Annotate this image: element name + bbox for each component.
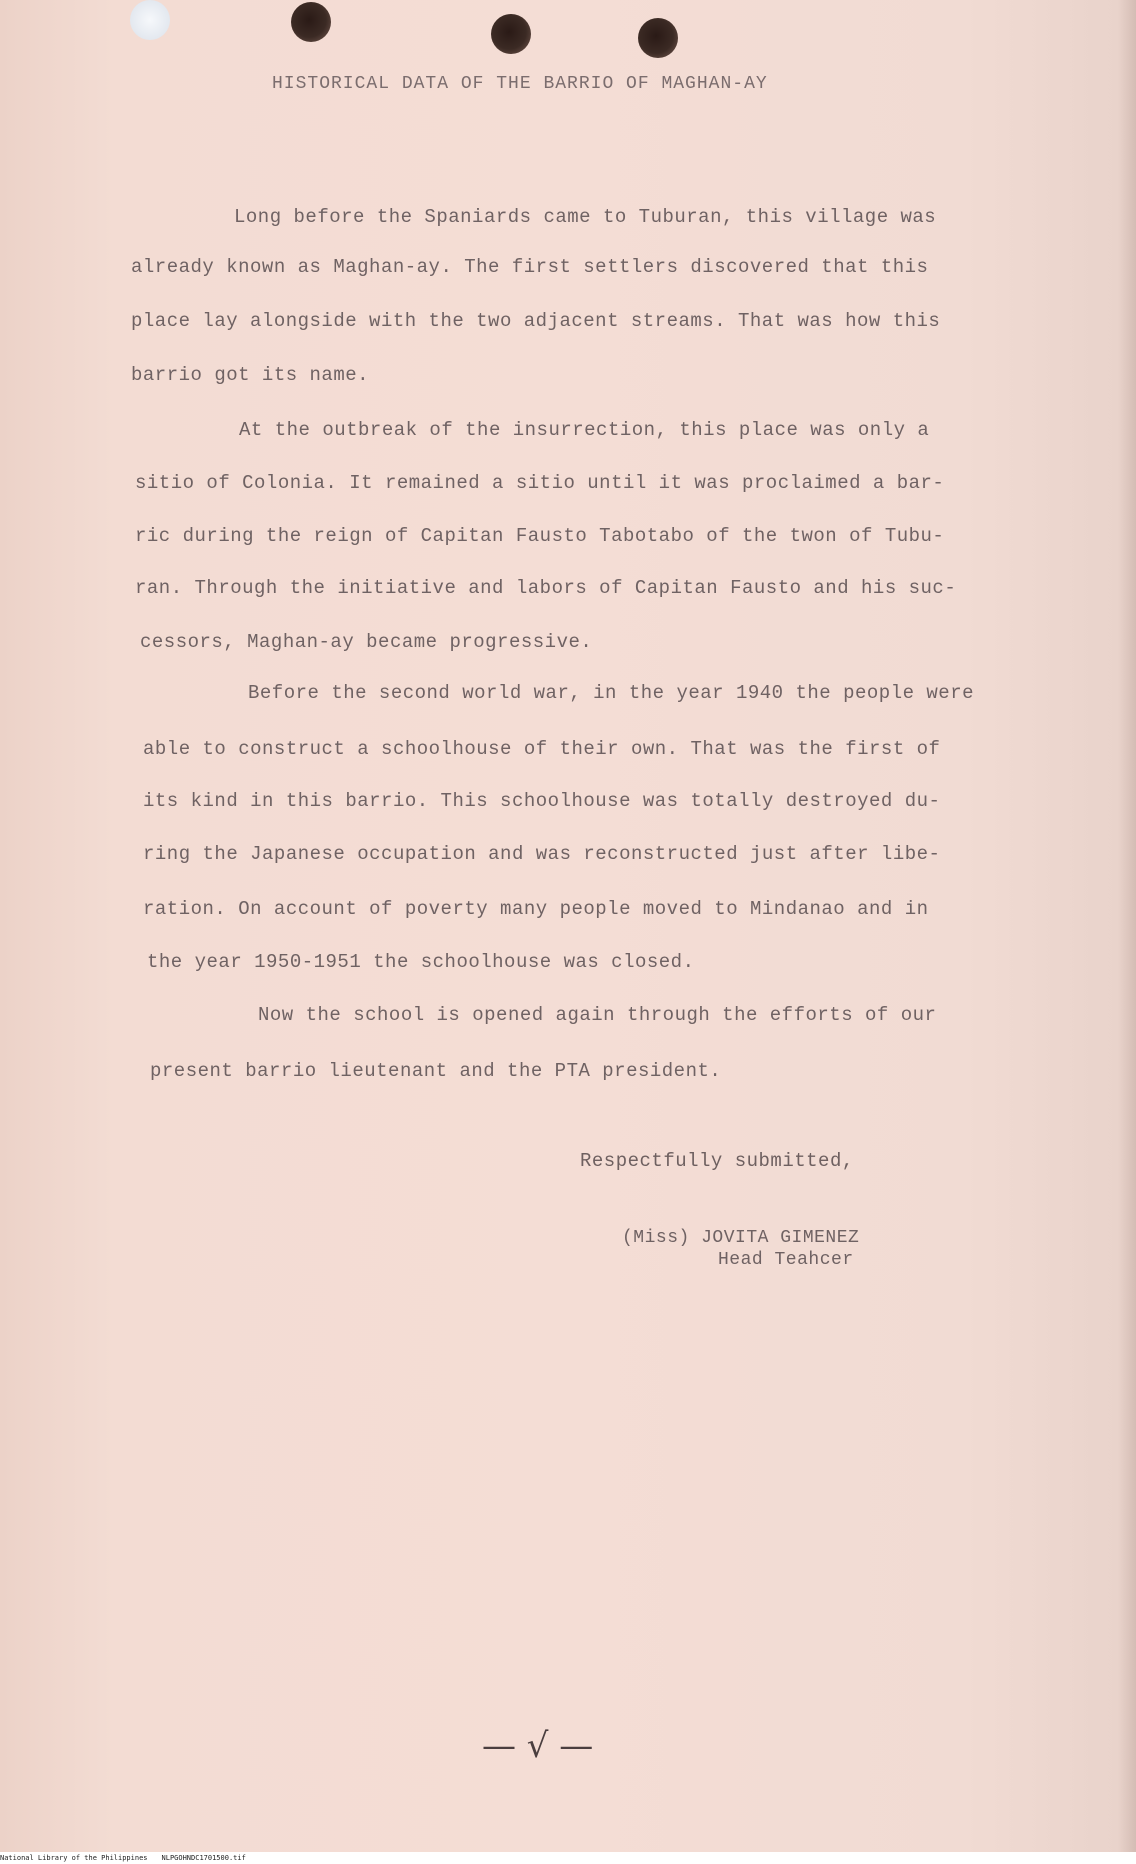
punch-hole [638, 18, 678, 58]
text-line: already known as Maghan-ay. The first settlers discovered that this [131, 256, 929, 278]
punch-hole [291, 2, 331, 42]
text-line: ration. On account of poverty many people moved to Mindanao and in [143, 898, 929, 920]
signer-name: (Miss) JOVITA GIMENEZ [622, 1228, 860, 1248]
text-line: cessors, Maghan-ay became progressive. [140, 631, 593, 653]
text-line: ran. Through the initiative and labors of Capitan Fausto and his suc- [135, 577, 957, 599]
page-number-mark: — √ — [482, 1726, 594, 1766]
text-line: Before the second world war, in the year 1940 the people were [248, 682, 975, 704]
text-line: At the outbreak of the insurrection, this place was only a [239, 419, 930, 441]
text-line: able to construct a schoolhouse of their own. That was the first of [143, 738, 941, 760]
text-line: ric during the reign of Capitan Fausto Tabotabo of the twon of Tubu- [135, 525, 945, 547]
closing-salutation: Respectfully submitted, [580, 1150, 854, 1172]
text-line: Now the school is opened again through the efforts of our [258, 1004, 937, 1026]
punch-hole [130, 0, 170, 40]
document-title: HISTORICAL DATA OF THE BARRIO OF MAGHAN-AY [272, 74, 768, 94]
signer-title: Head Teahcer [718, 1250, 854, 1270]
text-line: place lay alongside with the two adjacent streams. That was how this [131, 310, 941, 332]
punch-hole [491, 14, 531, 54]
text-line: barrio got its name. [131, 364, 370, 386]
paper-edge-shadow [1118, 0, 1136, 1852]
text-line: sitio of Colonia. It remained a sitio until it was proclaimed a bar- [135, 472, 945, 494]
text-line: its kind in this barrio. This schoolhouse was totally destroyed du- [143, 790, 941, 812]
text-line: present barrio lieutenant and the PTA president. [150, 1060, 722, 1082]
text-line: the year 1950-1951 the schoolhouse was closed. [147, 951, 695, 973]
footer-filename: NLPGOHNDC1701500.tif [161, 1854, 246, 1862]
text-line: ring the Japanese occupation and was reconstructed just after libe- [143, 843, 941, 865]
scan-footer [0, 1854, 246, 1862]
footer-library: National Library of the Philippines [0, 1854, 148, 1862]
text-line: Long before the Spaniards came to Tuburan, this village was [234, 206, 937, 228]
